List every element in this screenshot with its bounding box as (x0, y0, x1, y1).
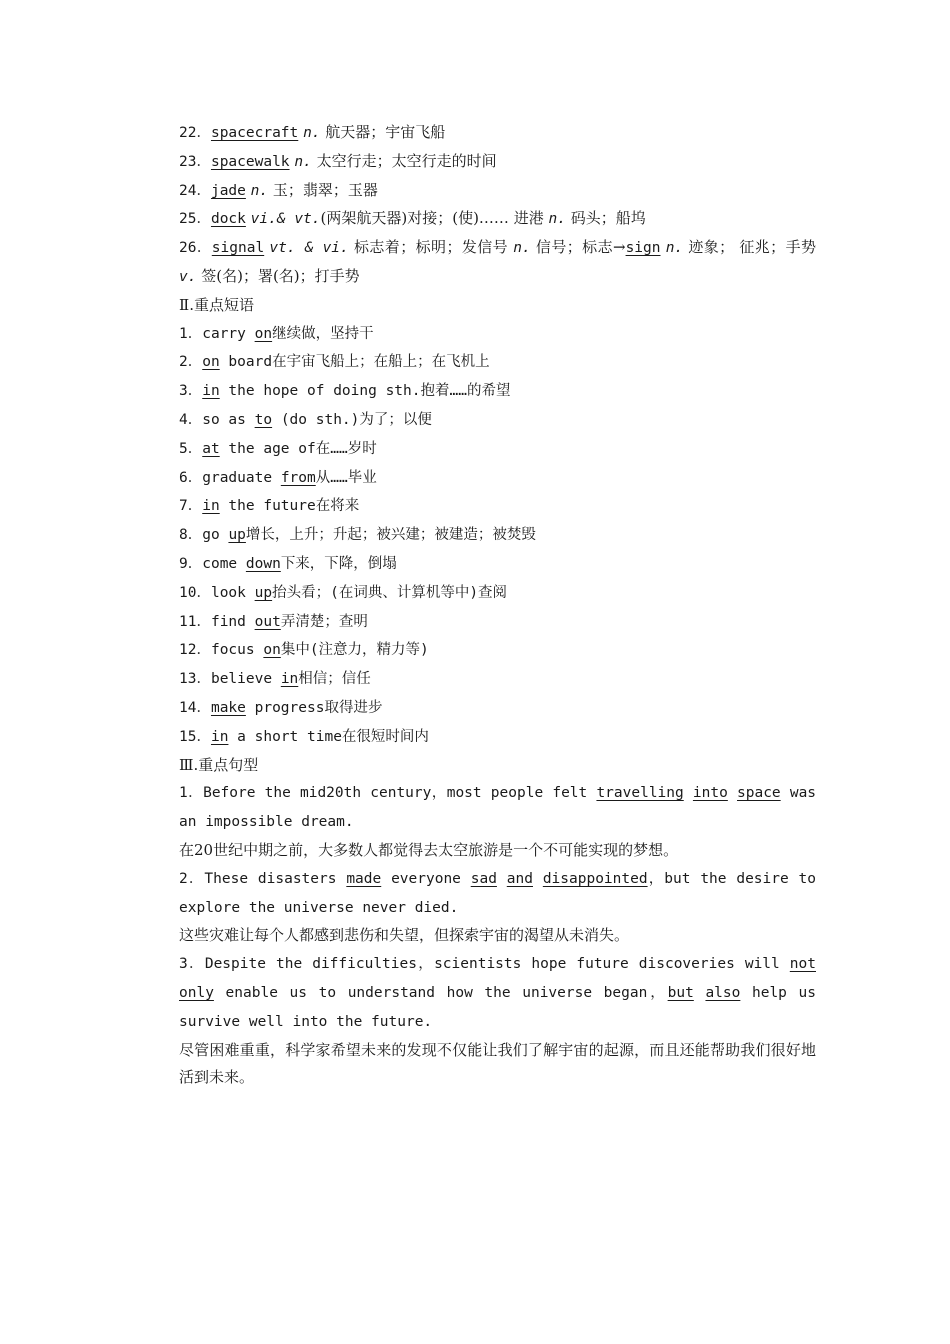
phrase-text: go (202, 527, 229, 544)
item-number: 8． (179, 527, 203, 544)
phrase-text: look (210, 584, 255, 601)
phrase-item (136, 377, 816, 406)
sentence-text: help us survive well into the future. (179, 984, 816, 1030)
vocab-word: signal (211, 240, 265, 257)
vocab-meaning: 迹象； 征兆；手势 (683, 238, 816, 257)
vocab-meaning: 信号；标志→ (530, 238, 626, 257)
phrase-text: progress取得进步 (245, 699, 383, 716)
sentence-answer: disappointed (542, 870, 648, 887)
phrase-text: board在宇宙飞船上；在船上；在飞机上 (219, 354, 490, 371)
phrase-text: 集中(注意力，精力等) (280, 642, 429, 659)
vocab-meaning: 玉；翡翠；玉器 (268, 180, 378, 199)
sentence-text: was an impossible dream. (179, 785, 817, 831)
vocab-word: sign (625, 240, 661, 257)
part-of-speech: v. (179, 268, 197, 285)
sentence-text: everyone (381, 870, 471, 887)
phrase-text: believe (210, 671, 281, 688)
phrase-text: the age of在……岁时 (219, 440, 377, 457)
item-number: 7． (179, 498, 203, 515)
phrase-answer: at (202, 440, 220, 457)
part-of-speech: vi.& vt. (250, 211, 321, 228)
item-number: 9． (179, 555, 203, 572)
phrase-answer: make (210, 699, 246, 716)
item-number: 10． (179, 584, 211, 601)
phrase-text: 下来，下降，倒塌 (280, 555, 397, 572)
phrase-answer: in (202, 498, 220, 515)
sentence-answer: space (737, 785, 781, 802)
part-of-speech: n. (303, 125, 321, 141)
vocab-item-22 (136, 119, 816, 148)
phrase-answer: from (280, 469, 316, 486)
phrase-item (136, 608, 816, 637)
sentence-text (684, 785, 693, 801)
item-number: 14． (179, 699, 211, 716)
phrase-text: 从……毕业 (315, 469, 377, 486)
vocab-meaning: 签(名)；署(名)；打手势 (196, 266, 360, 285)
phrase-answer: up (228, 527, 246, 544)
vocab-meaning: 太空行走；太空行走的时间 (311, 151, 497, 170)
phrase-text: 继续做，坚持干 (272, 325, 374, 342)
phrase-text: 增长，上升；升起；被兴建；被建造；被焚毁 (245, 527, 536, 544)
phrase-text: 弄清楚；查明 (280, 613, 368, 630)
phrase-answer: in (210, 728, 229, 745)
part-of-speech: n. (250, 182, 269, 199)
phrase-answer: in (280, 671, 299, 688)
item-number: 3． (179, 383, 203, 400)
item-number: 22． (179, 125, 211, 141)
phrase-item (136, 348, 816, 377)
item-number: 4． (179, 411, 203, 428)
item-number: 24． (179, 182, 211, 199)
phrase-item (136, 636, 816, 665)
sentence-cn-3: 尽管困难重重，科学家希望未来的发现不仅能让我们了解宇宙的起源，而且还能帮助我们很好地活到未来。 (179, 1040, 816, 1087)
part-of-speech: n. (548, 211, 566, 228)
phrase-text: the hope of doing sth.抱着……的希望 (219, 383, 511, 400)
item-number: 2． (179, 354, 203, 371)
vocab-word: spacewalk (210, 153, 290, 170)
phrase-text: come (202, 555, 246, 572)
sentence-answer: and (506, 870, 533, 887)
sentence-text (497, 871, 507, 887)
phrase-item (136, 550, 816, 579)
vocab-item-24 (136, 177, 816, 206)
part-of-speech: n. (294, 153, 312, 170)
part-of-speech: n. (665, 240, 684, 257)
sentence-text: 1．Before the mid20th century，most people felt (179, 785, 597, 802)
vocab-item-25 (136, 205, 816, 234)
part-of-speech: vt. & vi. (269, 240, 349, 257)
phrase-text: graduate (202, 469, 281, 486)
item-number: 6． (179, 469, 203, 486)
sentence-en-1 (136, 779, 816, 837)
sentence-answer: not (789, 956, 816, 973)
part-of-speech: n. (513, 240, 531, 257)
phrase-item (136, 320, 816, 349)
phrase-answer: up (254, 584, 273, 601)
phrase-item (136, 723, 816, 752)
vocab-item-23 (136, 148, 816, 177)
phrase-item (136, 492, 816, 521)
item-number: 11． (179, 613, 211, 630)
phrase-answer: in (202, 383, 220, 400)
item-number: 5． (179, 440, 203, 457)
section-heading-phrases: Ⅱ.重点短语 (179, 295, 254, 314)
phrase-item (136, 694, 816, 723)
phrase-answer: out (254, 613, 281, 630)
vocab-meaning: (两架航天器)对接；(使)…… 进港 (320, 209, 549, 228)
section-heading-sentences: Ⅲ.重点句型 (179, 755, 259, 774)
sentence-text (533, 871, 543, 887)
phrase-text: the future在将来 (219, 498, 360, 515)
phrase-text: a short time在很短时间内 (228, 728, 429, 745)
phrase-text: 相信；信任 (298, 671, 371, 688)
phrase-answer: to (254, 411, 273, 428)
sentence-text: ，but the desire to explore the universe never died. (179, 870, 817, 916)
sentence-cn-2: 这些灾难让每个人都感到悲伤和失望，但探索宇宙的渴望从未消失。 (179, 926, 630, 945)
phrase-answer: on (263, 642, 281, 659)
vocab-word: spacecraft (210, 125, 299, 141)
phrase-item (136, 665, 816, 694)
phrase-item (136, 406, 816, 435)
phrase-item (136, 521, 816, 550)
vocab-meaning: 标志着；标明；发信号 (348, 238, 514, 257)
sentence-text (694, 985, 706, 1001)
phrase-item (136, 435, 816, 464)
document-content (136, 119, 816, 1092)
phrase-answer: on (254, 325, 273, 342)
sentence-answer: also (705, 984, 741, 1001)
sentence-text: enable us to understand how the universe began， (213, 984, 668, 1001)
vocab-item-26 (136, 234, 816, 292)
phrase-text: focus (210, 642, 264, 659)
sentence-cn-1: 在20世纪中期之前，大多数人都觉得去太空旅游是一个不可能实现的梦想。 (179, 840, 679, 859)
phrase-item (136, 464, 816, 493)
sentence-answer: travelling (596, 785, 684, 802)
phrase-answer: on (202, 354, 220, 371)
item-number: 26． (179, 240, 212, 257)
sentence-answer: sad (470, 870, 497, 887)
phrase-text: 抬头看；(在词典、计算机等中)查阅 (272, 584, 508, 601)
phrase-text: find (210, 613, 255, 630)
sentence-en-3 (136, 950, 816, 1036)
vocab-meaning: 航天器；宇宙飞船 (320, 123, 446, 141)
phrase-text: carry (202, 325, 255, 342)
vocab-word: jade (210, 182, 246, 199)
sentence-answer: made (346, 870, 382, 887)
item-number: 23． (179, 153, 211, 170)
sentence-text: 3．Despite the difficulties，scientists hope future discoveries will (179, 956, 790, 973)
phrase-answer: down (245, 555, 281, 572)
item-number: 1． (179, 325, 203, 342)
item-number: 13． (179, 671, 211, 688)
phrase-item (136, 579, 816, 608)
vocab-word: dock (210, 211, 246, 228)
sentence-text: 2．These disasters (179, 870, 347, 887)
vocab-meaning: 码头；船坞 (565, 209, 646, 228)
phrase-text: (do sth.)为了；以便 (272, 411, 432, 428)
sentence-en-2 (136, 865, 816, 923)
phrase-text: so as (202, 411, 255, 428)
item-number: 12． (179, 642, 211, 659)
item-number: 25． (179, 211, 211, 228)
sentence-answer: but (667, 984, 694, 1001)
sentence-answer: into (692, 785, 728, 802)
sentence-answer: only (179, 984, 214, 1001)
item-number: 15． (179, 728, 211, 745)
sentence-text (728, 785, 737, 801)
